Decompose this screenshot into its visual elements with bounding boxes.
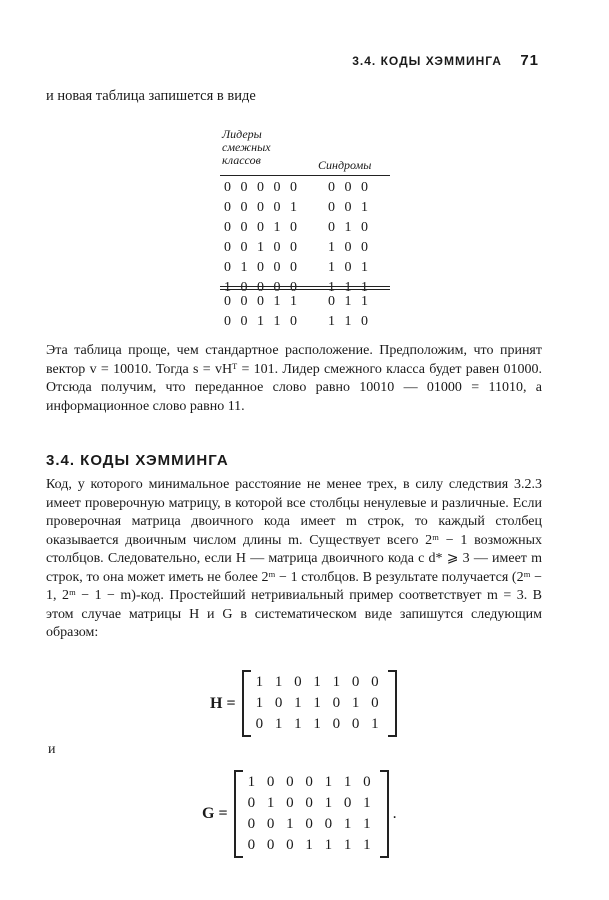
table-row (220, 200, 390, 220)
leader-cell: 0 0 0 1 0 (224, 220, 300, 235)
matrix-row: 0 0 1 0 0 1 1 (247, 816, 375, 832)
table-mid-rule-second (220, 289, 390, 290)
table-row (220, 260, 390, 280)
matrix-g-body (234, 770, 389, 858)
syndrome-cell: 1 1 0 (328, 314, 371, 329)
table-row (220, 314, 390, 334)
table-header-leaders (222, 128, 271, 167)
matrix-row: 1 1 0 1 1 0 0 (255, 674, 383, 690)
table-header-syndromes: Синдромы (318, 158, 372, 172)
matrix-h-label: H = (210, 694, 236, 712)
syndrome-cell: 0 1 0 (328, 220, 371, 235)
leader-cell: 0 0 0 1 1 (224, 294, 300, 309)
leader-cell: 0 0 0 0 1 (224, 200, 300, 215)
syndrome-cell: 1 0 0 (328, 240, 371, 255)
syndrome-cell: 0 0 0 (328, 180, 371, 195)
syndrome-cell: 0 1 1 (328, 294, 371, 309)
trailing-period: . (392, 805, 397, 822)
matrix-row: 0 1 1 1 0 0 1 (255, 716, 383, 732)
syndrome-cell: 1 0 1 (328, 260, 371, 275)
matrix-row: 1 0 1 1 0 1 0 (255, 695, 383, 711)
matrix-h (210, 670, 397, 737)
leader-cell: 0 1 0 0 0 (224, 260, 300, 275)
paragraph-example: Эта таблица проще, чем стандартное расположение. Предположим, что принят вектор v = 10010. Тогда s = vHᵀ = 101. Лидер смежного класса будет равен 01000. Отсюда получим, что переданное слово равно 10010 — 01000 = 11010, а информационное слово равно 11. (46, 343, 542, 414)
running-header (352, 52, 539, 69)
conjunction-and: и (48, 742, 56, 757)
matrix-g-label: G = (202, 805, 228, 822)
matrix-row: 1 0 0 0 1 1 0 (247, 774, 375, 790)
table-row (220, 180, 390, 200)
table-header-leaders-line: смежных (222, 140, 271, 154)
section-title: 3.4. КОДЫ ХЭММИНГА (46, 452, 229, 469)
leader-cell: 0 0 1 0 0 (224, 240, 300, 255)
table-top-rule (220, 175, 390, 176)
matrix-row: 0 1 0 0 1 0 1 (247, 795, 375, 811)
table-row (220, 294, 390, 314)
table-header-leaders-line: классов (222, 153, 261, 167)
matrix-row: 0 0 0 1 1 1 1 (247, 837, 375, 853)
leader-cell: 0 0 1 1 0 (224, 314, 300, 329)
table-row (220, 220, 390, 240)
table-row (220, 240, 390, 260)
matrix-h-body (242, 670, 397, 737)
page-number: 71 (520, 52, 539, 69)
table-header-leaders-line: Лидеры (222, 127, 262, 141)
leader-cell: 0 0 0 0 0 (224, 180, 300, 195)
syndrome-cell: 0 0 1 (328, 200, 371, 215)
paragraph-hamming: Код, у которого минимальное расстояние не менее трех, в силу следствия 3.2.3 имеет проверочную матрицу, в которой все столбцы ненулевые и различные. Если проверочная матрица двоичного кода имеет m строк, то каждый столбец оказывается двоичным числом длины m. Существует всего 2ᵐ − 1 возможных столбцов. Следовательно, если H — матрица двоичного кода с d* ⩾ 3 — имеет m строк, то она может иметь не более 2ᵐ − 1 столбцов. В результате получается (2ᵐ − 1, 2ᵐ − 1 − m)-код. Простейший нетривиальный пример соответствует m = 3. В этом случае матрицы H и G в систематическом виде запишутся следующим образом: (46, 477, 542, 640)
leader-cell: 1 0 0 0 0 (224, 280, 300, 295)
syndrome-cell: 1 1 1 (328, 280, 371, 295)
matrix-g (202, 770, 397, 858)
intro-line: и новая таблица запишется в виде (46, 88, 256, 104)
table-mid-rule (220, 286, 390, 287)
header-section: 3.4. КОДЫ ХЭММИНГА (352, 54, 502, 68)
